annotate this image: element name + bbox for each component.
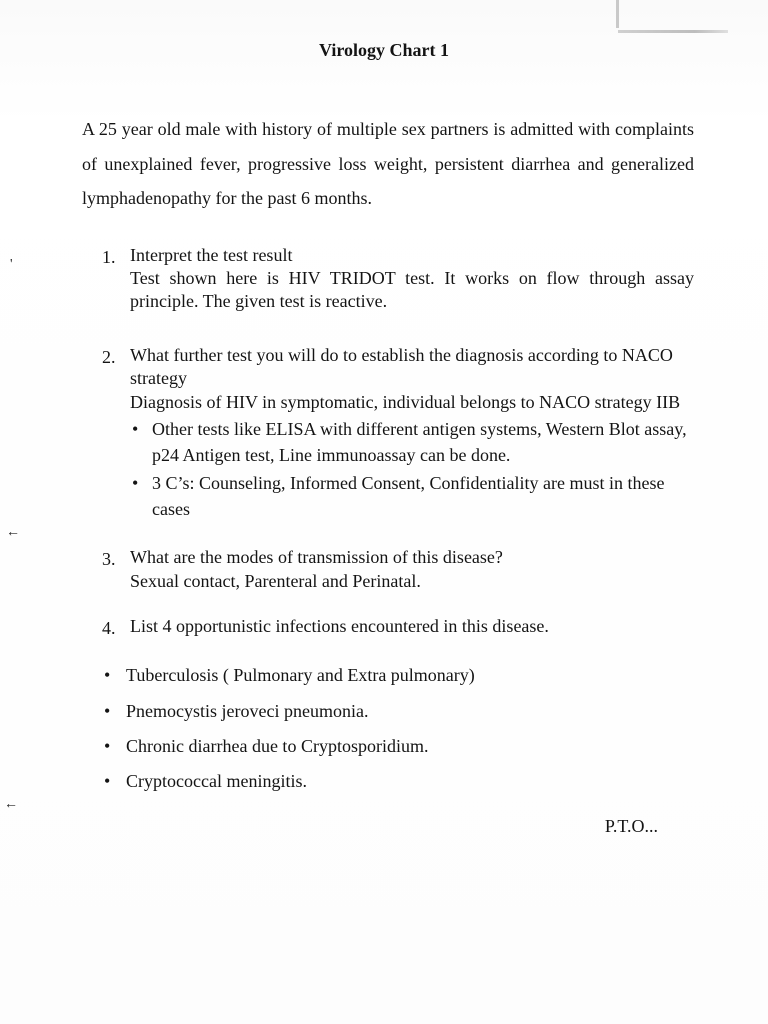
infection-list bbox=[82, 664, 694, 794]
list-item: • Chronic diarrhea due to Cryptosporidium. bbox=[126, 735, 694, 758]
answer-text: Test shown here is HIV TRIDOT test. It works on flow through assay principle. The given test is reactive. bbox=[130, 268, 694, 312]
question-text: What further test you will do to establish the diagnosis according to NACO strategy bbox=[130, 344, 673, 389]
document-content bbox=[82, 112, 694, 806]
answer-text: Sexual contact, Parenteral and Perinatal. bbox=[130, 570, 421, 591]
case-intro: A 25 year old male with history of multiple sex partners is admitted with complaints of unexplained fever, progressive loss weight, persistent diarrhea and generalized lymphadenopathy for the past 6 months. bbox=[82, 119, 694, 209]
margin-dot-mark: ' bbox=[10, 257, 13, 272]
question-number: 2. bbox=[102, 346, 116, 367]
question-number: 3. bbox=[102, 549, 116, 570]
question-1 bbox=[102, 244, 694, 314]
list-item: • Other tests like ELISA with different antigen systems, Western Blot assay, p24 Antigen test, Line immunoassay can be done. bbox=[152, 416, 694, 468]
answer-bullet-list bbox=[130, 416, 694, 522]
list-item: • Tuberculosis ( Pulmonary and Extra pulmonary) bbox=[126, 664, 694, 687]
margin-arrow-mark: ← bbox=[6, 525, 20, 540]
question-text: Interpret the test result bbox=[130, 244, 293, 265]
page-title: Virology Chart 1 bbox=[319, 40, 449, 60]
page-turn-note: P.T.O... bbox=[604, 816, 658, 836]
question-number: 4. bbox=[102, 618, 116, 639]
question-text: List 4 opportunistic infections encountered in this disease. bbox=[130, 616, 549, 637]
question-3 bbox=[102, 546, 694, 593]
list-item: • Pnemocystis jeroveci pneumonia. bbox=[126, 700, 694, 723]
question-number: 1. bbox=[102, 246, 116, 267]
margin-arrow-mark: ← bbox=[4, 797, 18, 812]
question-4 bbox=[102, 615, 694, 642]
list-item: • Cryptococcal meningitis. bbox=[126, 770, 694, 793]
corner-fold-mark bbox=[608, 0, 748, 40]
answer-text: Diagnosis of HIV in symptomatic, individual belongs to NACO strategy IIB bbox=[130, 391, 681, 412]
question-text: What are the modes of transmission of this disease? bbox=[130, 547, 503, 568]
question-2 bbox=[102, 344, 694, 525]
list-item: • 3 C’s: Counseling, Informed Consent, Confidentiality are must in these cases bbox=[152, 470, 694, 522]
